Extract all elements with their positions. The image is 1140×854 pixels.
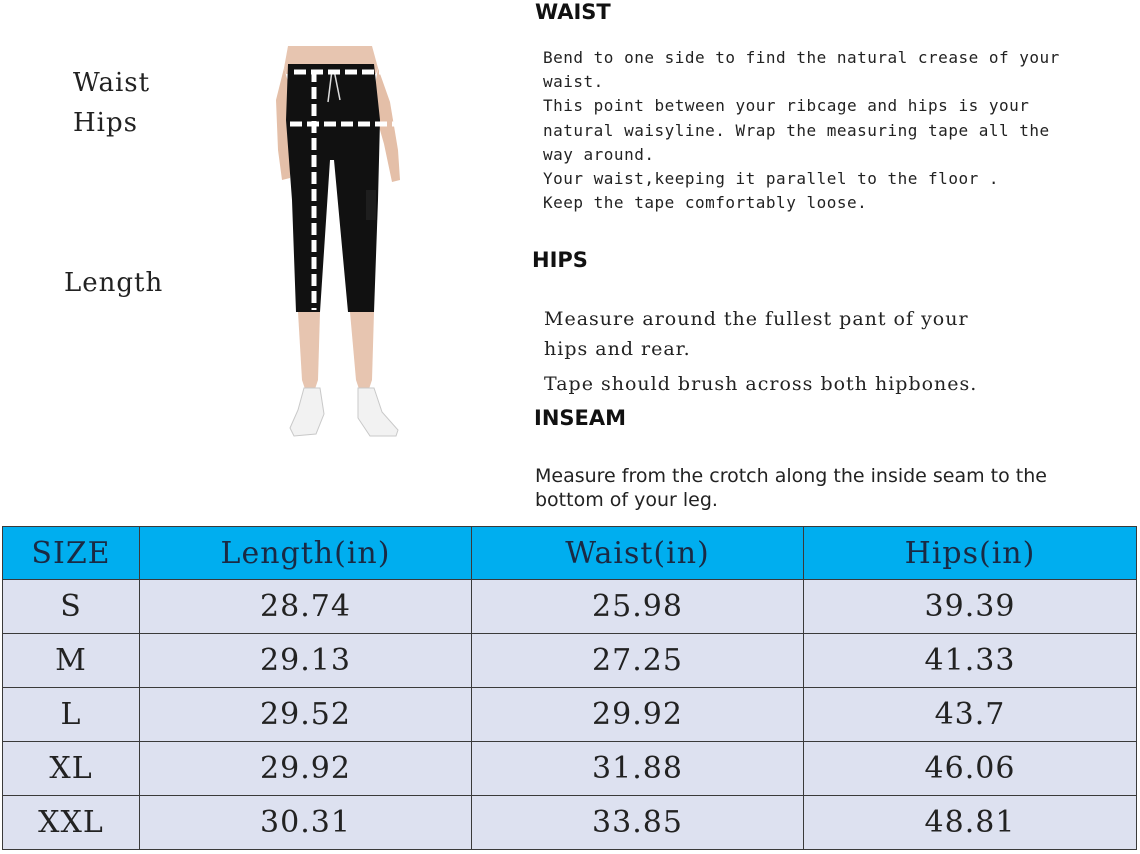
table-header-row	[3, 527, 1137, 580]
hips-label: Hips	[73, 108, 138, 138]
length-label: Length	[64, 268, 164, 298]
hips-cell: 43.7	[804, 688, 1137, 742]
waist-text-line: Bend to one side to find the natural crease of your	[543, 48, 1060, 67]
hips-cell: 46.06	[804, 742, 1137, 796]
left-calf	[298, 312, 320, 392]
model-illustration	[250, 40, 450, 445]
waist-cell: 25.98	[472, 580, 804, 634]
left-shoe	[290, 388, 324, 436]
waist-text-line: Your waist,keeping it parallel to the floor .	[543, 169, 999, 188]
waist-cell: 29.92	[472, 688, 804, 742]
length-cell: 29.52	[140, 688, 472, 742]
table-row	[3, 742, 1137, 796]
size-cell: L	[3, 688, 140, 742]
length-cell: 30.31	[140, 796, 472, 850]
hips-cell: 41.33	[804, 634, 1137, 688]
table-row	[3, 796, 1137, 850]
length-cell: 29.92	[140, 742, 472, 796]
hips-text-line: hips and rear.	[544, 338, 691, 360]
size-cell: XL	[3, 742, 140, 796]
size-cell: XXL	[3, 796, 140, 850]
hips-cell: 48.81	[804, 796, 1137, 850]
right-shoe	[358, 388, 398, 436]
model-figure	[250, 40, 450, 445]
header-length: Length(in)	[140, 527, 472, 580]
header-waist: Waist(in)	[472, 527, 804, 580]
right-calf	[350, 312, 374, 392]
inseam-text-line: Measure from the crotch along the inside seam to the	[535, 465, 1047, 487]
waist-cell: 33.85	[472, 796, 804, 850]
cargo-pocket	[366, 190, 376, 220]
waist-text-line: natural waisyline. Wrap the measuring tape all the	[543, 121, 1050, 140]
size-cell: M	[3, 634, 140, 688]
header-size: SIZE	[3, 527, 140, 580]
hips-heading: HIPS	[532, 248, 588, 272]
waist-cell: 27.25	[472, 634, 804, 688]
inseam-text-line: bottom of your leg.	[535, 489, 718, 511]
table-row	[3, 634, 1137, 688]
length-cell: 28.74	[140, 580, 472, 634]
inseam-heading: INSEAM	[534, 406, 627, 430]
waist-text-line: Keep the tape comfortably loose.	[543, 193, 868, 212]
hips-text-line: Measure around the fullest pant of your	[544, 308, 969, 330]
waist-heading: WAIST	[535, 0, 611, 24]
waist-text-line: way around.	[543, 145, 655, 164]
waist-text-line: This point between your ribcage and hips is your	[543, 96, 1030, 115]
pants	[286, 64, 380, 312]
table-row	[3, 688, 1137, 742]
hips-cell: 39.39	[804, 580, 1137, 634]
waist-cell: 31.88	[472, 742, 804, 796]
table-row	[3, 580, 1137, 634]
hips-text-line: Tape should brush across both hipbones.	[544, 373, 978, 395]
size-chart-table	[2, 526, 1137, 850]
waist-text-line: waist.	[543, 72, 604, 91]
waist-label: Waist	[73, 68, 151, 98]
header-hips: Hips(in)	[804, 527, 1137, 580]
length-cell: 29.13	[140, 634, 472, 688]
size-cell: S	[3, 580, 140, 634]
